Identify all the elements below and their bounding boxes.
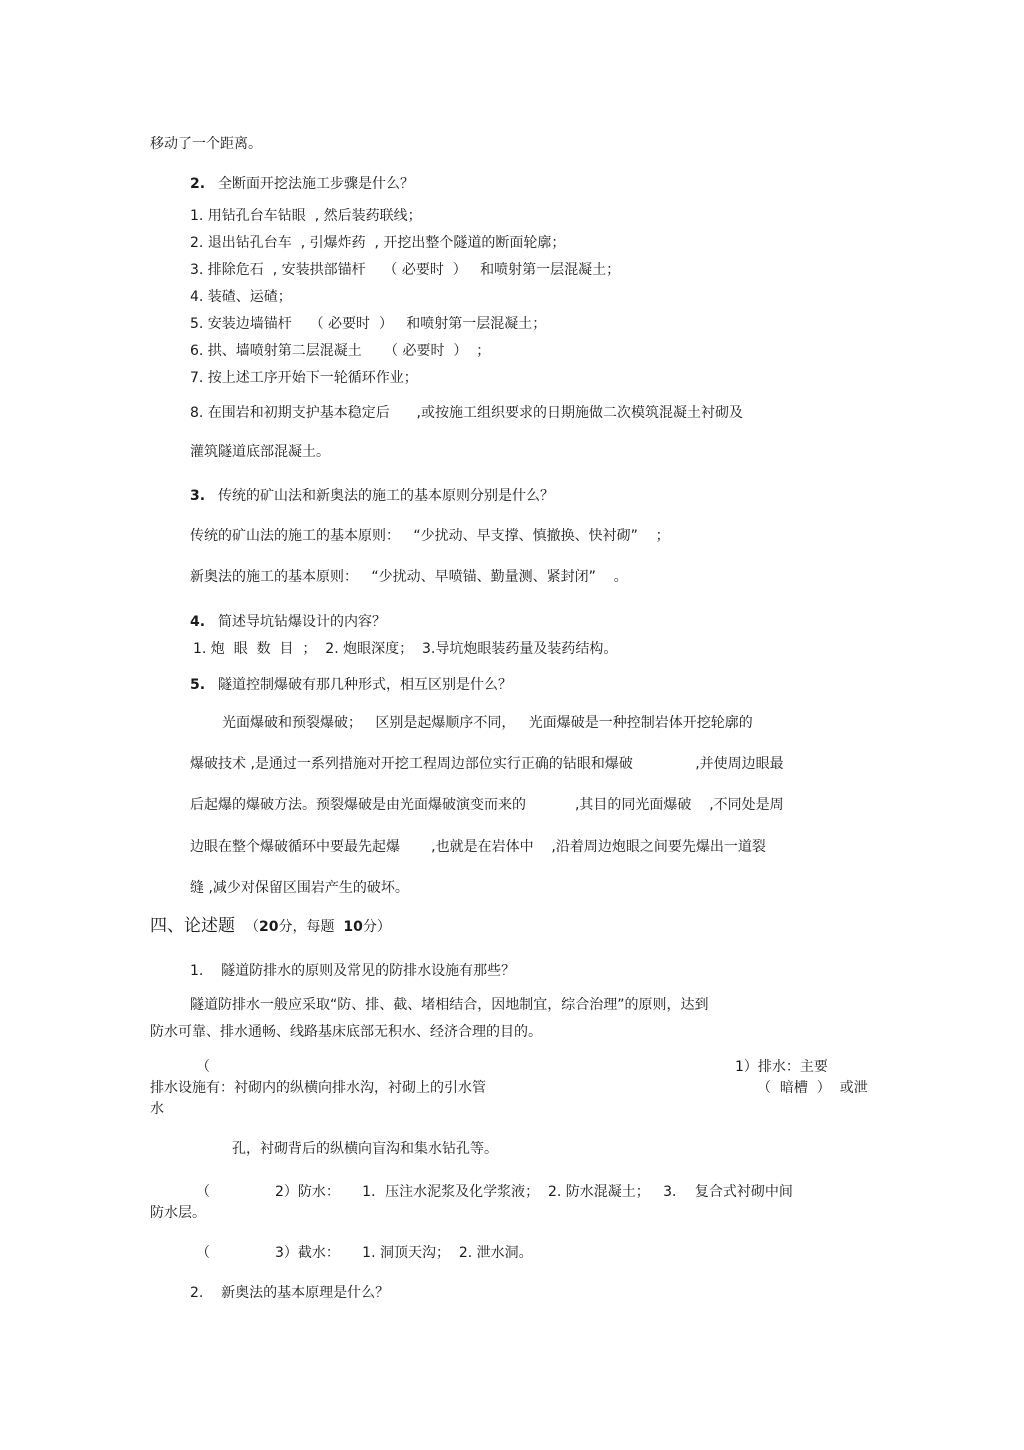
answer-line: 2）防水： 1．压注水泥浆及化学浆液； 2. 防水混凝土； 3． 复合式衬砌中间: [275, 1184, 793, 1200]
step-item: 8. 在围岩和初期支护基本稳定后 ,或按施工组织要求的日期施做二次模筑混凝土衬砌及: [190, 405, 743, 421]
text-line: 移动了一个距离。: [150, 136, 262, 152]
question-number: 2.: [190, 176, 206, 192]
answer-line: 水: [150, 1101, 164, 1117]
question-number: 3.: [190, 488, 206, 504]
step-item: 3. 排除危石 , 安装拱部锚杆 （ 必要时 ） 和喷射第一层混凝土；: [190, 262, 621, 278]
answer-line: 新奥法的施工的基本原则： “少扰动、早喷锚、勤量测、紧封闭” 。: [190, 569, 628, 585]
paren: （: [196, 1184, 210, 1200]
subtitle-score: 10: [343, 919, 363, 935]
section-heading: [150, 917, 391, 936]
step-item: 1. 用钻孔台车钻眼 , 然后装药联线；: [190, 208, 422, 224]
question-text: 简述导坑钻爆设计的内容？: [218, 614, 386, 630]
step-item: 5. 安装边墙锚杆 （ 必要时 ） 和喷射第一层混凝土；: [190, 316, 547, 332]
question-text: 全断面开挖法施工步骤是什么？: [218, 176, 414, 192]
subtitle-part: （: [245, 919, 259, 935]
subtitle-part: 分）: [362, 919, 391, 935]
answer-paragraph-line: 爆破技术 ,是通过一系列措施对开挖工程周边部位实行正确的钻眼和爆破 ,并使周边眼最: [190, 756, 784, 772]
answer-line: 防水层。: [150, 1205, 206, 1221]
question-number: 4.: [190, 614, 206, 630]
step-item: 6. 拱、墙喷射第二层混凝土 （ 必要时 ） ；: [190, 343, 491, 359]
answer-line: 防水可靠、排水通畅、线路基床底部无积水、经济合理的目的。: [150, 1024, 542, 1040]
answer-paragraph-line: 缝 ,减少对保留区围岩产生的破坏。: [190, 880, 409, 896]
step-item: 2. 退出钻孔台车 , 引爆炸药 , 开挖出整个隧道的断面轮廓；: [190, 235, 566, 251]
answer-paragraph-line: 边眼在整个爆破循环中要最先起爆 ,也就是在岩体中 ,沿着周边炮眼之间要先爆出一道裂: [190, 839, 766, 855]
question-text: 传统的矿山法和新奥法的施工的基本原则分别是什么？: [218, 488, 554, 504]
step-item-continued: 灌筑隧道底部混凝土。: [190, 444, 330, 460]
paren: （: [196, 1059, 210, 1075]
answer-paragraph-line: 光面爆破和预裂爆破； 区别是起爆顺序不同， 光面爆破是一种控制岩体开挖轮廓的: [222, 715, 753, 731]
answer-line: 3）截水： 1. 洞顶天沟； 2. 泄水洞。: [275, 1245, 533, 1261]
answer-line: 传统的矿山法的施工的基本原则： “少扰动、早支撑、慎撤换、快衬砌” ；: [190, 528, 670, 544]
subtitle-score: 20: [259, 919, 279, 935]
paren: （: [196, 1245, 210, 1261]
question-number: 5.: [190, 677, 206, 693]
step-item: 4. 装碴、运碴；: [190, 289, 292, 305]
question-text: 2. 新奥法的基本原理是什么？: [190, 1285, 390, 1301]
answer-line: （ 暗槽 ） 或泄: [757, 1080, 868, 1096]
section-subtitle: [245, 919, 391, 935]
step-item: 7. 按上述工序开始下一轮循环作业；: [190, 370, 418, 386]
answer-line: 孔，衬砌背后的纵横向盲沟和集水钻孔等。: [232, 1141, 498, 1157]
answer-line: 排水设施有：衬砌内的纵横向排水沟，衬砌上的引水管: [150, 1080, 486, 1096]
answer-paragraph-line: 后起爆的爆破方法。预裂爆破是由光面爆破演变而来的 ,其目的同光面爆破 ,不同处是周: [190, 797, 784, 813]
answer-line: 隧道防排水一般应采取“防、排、截、堵相结合，因地制宜，综合治理”的原则，达到: [190, 997, 709, 1013]
section-title: 四、论述题: [150, 916, 235, 936]
question-text: 1. 隧道防排水的原则及常见的防排水设施有那些？: [190, 963, 516, 979]
subtitle-part: 分，每题: [278, 919, 344, 935]
answer-line: 1）排水：主要: [735, 1059, 828, 1075]
question-text: 隧道控制爆破有那几种形式，相互区别是什么？: [218, 677, 512, 693]
answer-line: 1. 炮 眼 数 目 ； 2. 炮眼深度； 3.导坑炮眼装药量及装药结构。: [193, 641, 618, 657]
